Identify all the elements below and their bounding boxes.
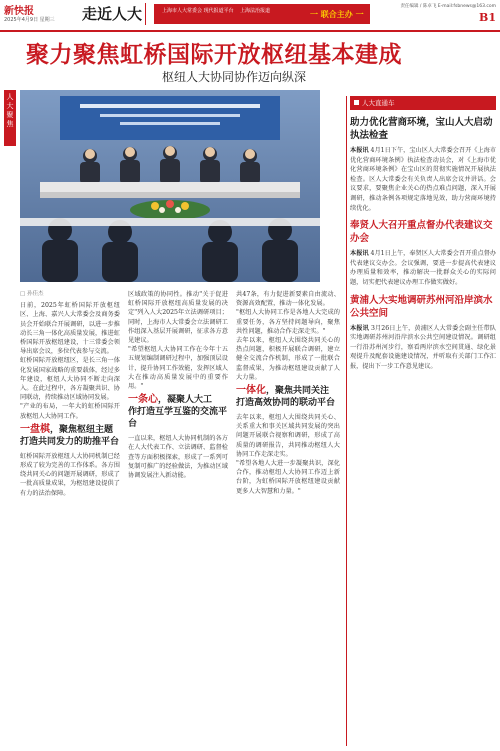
- news-brief-body: [350, 146, 496, 213]
- article-column-1: [20, 290, 120, 746]
- right-column-divider: [346, 96, 347, 746]
- newspaper-brand: 新快报: [4, 6, 34, 17]
- news-brief-title: 助力优化营商环境，宝山人大启动执法检查: [350, 117, 493, 141]
- news-brief-text: 4月1日上午，奉贤区人大常委会召开重点督办代表建议交办会。会议强调，要进一步提高代表建议办理质量和效率，推动解决一批群众关心的实际问题，切实把代表建议办理工作做实做好。: [350, 250, 497, 286]
- article-paragraph: 虹桥国际开放枢纽人大协同机制已经形成了较为完善的工作体系。各方围绕共同关心的问题开展调研，形成了一批高质量成果，为枢纽建设提供了有力的法治保障。: [20, 452, 120, 497]
- article-paragraph: 去年以来，枢纽人大围绕共同关心的热点问题，积极开展联合调研，建立健全交流合作机制，形成了一批联合监督成果，为推动枢纽建设贡献了人大力量。: [236, 337, 340, 381]
- subhead-second-line: 打造共同发力的助推平台: [20, 436, 120, 447]
- meeting-illustration: [20, 90, 320, 282]
- news-brief-tag: 本报讯: [350, 250, 369, 258]
- section-box: [82, 3, 146, 25]
- news-brief-item: [350, 294, 496, 372]
- news-brief-title: 黄浦人大实地调研苏州河沿岸滨水公共空间: [350, 294, 493, 319]
- news-brief-body: [350, 324, 496, 372]
- sub-headline: 枢纽人大协同协作迈向纵深: [162, 70, 307, 84]
- news-brief-item: [350, 116, 496, 213]
- masthead-rule: [0, 30, 500, 32]
- meeting-photo: [20, 90, 320, 282]
- sponsor-1: 上海市人大常委会 现代报道平台: [162, 8, 234, 14]
- article-column-2: [128, 290, 228, 746]
- subhead-second-line: 打造高效协同的联动平台: [236, 398, 336, 409]
- news-brief-text: 3月26日上午，黄浦区人大常委会副主任带队实地调研苏州河沿岸滨水公共空间建设情况。调研组一行沿苏州河步行，察看两岸滨水空间贯通、绿化景观提升及配套设施建设情况，并听取有关部门工作汇报，提出下一步工作意见建议。: [350, 324, 497, 370]
- news-brief-tag: 本报讯: [350, 147, 369, 154]
- news-brief-text: 4月1日下午，宝山区人大常委会召开《上海市优化营商环境条例》执法检查动员会，对《上海市优化营商环境条例》在宝山区的贯彻实施情况开展执法检查。区人大常委会有关负责人出席会议并讲话。会议要求，要聚焦企业关心的热点难点问题，深入开展调研，推动条例各项规定落地见效，助力营商环境持续优化。: [350, 147, 497, 212]
- article-subhead-2: [128, 394, 228, 430]
- news-brief-tag: 本报讯: [350, 324, 369, 332]
- article-paragraph: "希望枢纽人大协同工作在今年十五五规划编制调研过程中，加强顶层设计，提升协同工作效能，发挥区域人大在推动高质量发展中的重要作用。": [128, 346, 228, 391]
- article-column-3: [236, 290, 340, 746]
- subhead-rest: ，聚焦枢纽主题: [50, 424, 114, 435]
- subhead-lead: 一体化: [236, 385, 266, 397]
- sponsor-3: 一 联合主办 一: [310, 10, 364, 19]
- main-headline: 聚力聚焦虹桥国际开放枢纽基本建成: [26, 41, 402, 68]
- editor-credit: 责任编辑 / 陈卓飞 E-mail:fsbnews@163.com: [400, 4, 496, 9]
- subhead-lead: 一条心: [128, 394, 158, 406]
- news-brief-title: 奉贤人大召开重点督办代表建议交办会: [350, 220, 493, 245]
- news-brief-header: 人大直通车: [350, 96, 496, 110]
- issue-date: 2025年4月9日 星期三: [4, 17, 55, 23]
- news-brief-column: [350, 96, 496, 372]
- section-vertical-label: 人大聚焦: [4, 90, 16, 146]
- subhead-lead: 一盘棋: [20, 423, 50, 435]
- article-paragraph: "希望各地人大进一步凝聚共识，深化合作，推动枢纽人大协同工作迈上新台阶，为虹桥国际开放枢纽建设贡献更多人大智慧和力量。": [236, 460, 340, 495]
- subhead-rest: ，聚焦共同关注: [266, 386, 330, 397]
- article-paragraph: 虹桥国际开放枢纽区，是长三角一体化发展国家战略的重要载体，经过多年建设，枢纽人大协同不断走向深入。在此过程中，各方凝聚共识、协同联动，持续推动区域协同发展。: [20, 357, 120, 402]
- article-paragraph: 去年以来，枢纽人大围绕共同关心、关系重大和事关区域共同发展的突出问题开展联合视察和调研，形成了高质量的调研报告，共同推动枢纽人大协同工作走深走实。: [236, 414, 340, 458]
- masthead: [0, 0, 500, 34]
- news-brief-item: [350, 219, 496, 287]
- article-paragraph: "枢纽人大协同工作是各地人大完成的重要任务，各方坚持问题导向，聚焦共性问题，推动合作走深走实。": [236, 309, 340, 335]
- article-paragraph: 共47条，有力促进新要素自由流动、资源高效配置，推动一体化发展。: [236, 291, 340, 308]
- section-title: 走近人大: [82, 5, 143, 23]
- article-paragraph: 一直以来，枢纽人大协同机制的各方在人大代表工作、立法调研、监督检查等方面积极探索，形成了一系列可复制可推广的经验做法，为推动区域协调发展注入新动能。: [128, 435, 228, 480]
- sponsor-banner: [154, 4, 370, 24]
- article-paragraph: 日前，2025年虹桥国际开放枢纽区、上海、嘉兴人大常委会及商务委员会开始联合开展调研，以进一步推动长三角一体化高质量发展，推进虹桥国际开放枢纽建设，十三常委会领导出席会议，多位代表参与交流。: [20, 302, 120, 356]
- article-paragraph: "产业的布局，一年大的虹桥国际开放枢纽人大协同工作。: [20, 403, 120, 420]
- article-subhead-1: [20, 424, 120, 448]
- article-byline: □ 孙佳杰: [20, 291, 44, 297]
- news-brief-body: [350, 249, 496, 287]
- article-subhead-3: [236, 385, 340, 409]
- page-number: B1: [479, 11, 496, 24]
- subhead-rest: ，凝聚人大工: [158, 395, 213, 406]
- article-paragraph: 区域政策的协同性。推动"关于促进虹桥国际开放枢纽高质量发展的决定"列入人大2025年立法调研项目；同时，上海市人大常委会立法调研工作组深入基层开展调研，征求各方意见建议。: [128, 291, 228, 345]
- subhead-second-line: 作打造互学互鉴的交流平台: [128, 407, 228, 430]
- sponsor-2: 上海法治报道: [240, 8, 271, 14]
